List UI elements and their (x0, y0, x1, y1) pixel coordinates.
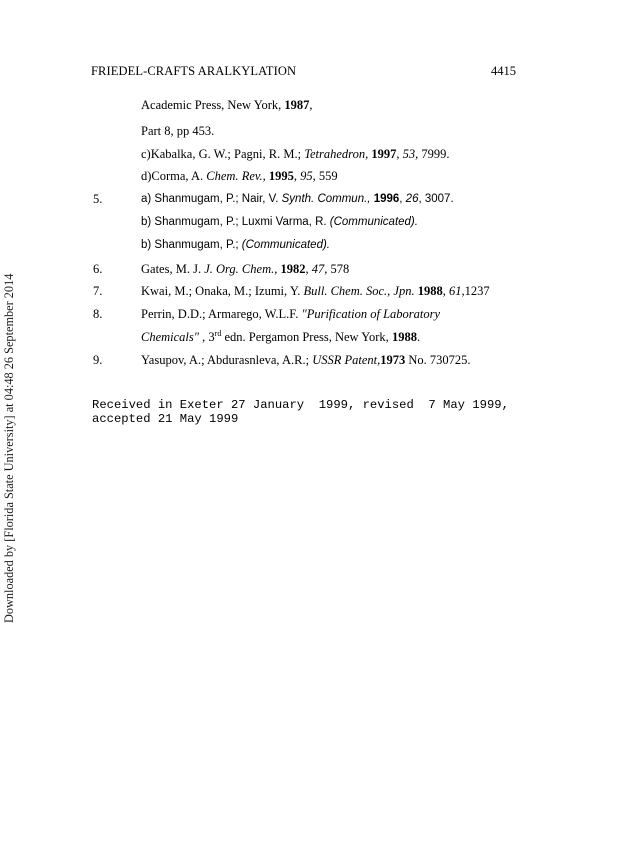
running-header-title: FRIEDEL-CRAFTS ARALKYLATION (91, 64, 297, 78)
reference-line: Gates, M. J. J. Org. Chem., 1982, 47, 578 (141, 262, 350, 276)
reference-continuation-line: Academic Press, New York, 1987, (141, 98, 313, 112)
reference-line: b) Shanmugam, P.; (Communicated). (141, 239, 330, 251)
reference-line: Kwai, M.; Onaka, M.; Izumi, Y. Bull. Chem. Soc., Jpn. 1988, 61,1237 (141, 284, 490, 298)
reference-number: 8. (93, 307, 103, 321)
reference-number: 6. (93, 262, 103, 276)
reference-continuation-line: Part 8, pp 453. (141, 124, 215, 138)
reference-line: Chemicals" , 3rd edn. Pergamon Press, New York, 1988. (141, 328, 421, 344)
received-line: Received in Exeter 27 January 1999, revised 7 May 1999, (92, 398, 509, 412)
reference-line: Yasupov, A.; Abdurasnleva, A.R.; USSR Patent,1973 No. 730725. (141, 353, 471, 367)
page-number: 4415 (491, 64, 516, 78)
accepted-line: accepted 21 May 1999 (92, 411, 239, 426)
reference-continuation-line: d)Corma, A. Chem. Rev., 1995, 95, 559 (141, 169, 338, 183)
download-watermark: Downloaded by [Florida State University] at 04:48 26 September 2014 (2, 273, 16, 623)
reference-line: a) Shanmugam, P.; Nair, V. Synth. Commun., 1996, 26, 3007. (141, 193, 454, 205)
reference-line: Perrin, D.D.; Armarego, W.L.F. "Purification of Laboratory (141, 307, 441, 321)
reference-number: 9. (93, 353, 103, 367)
reference-number: 7. (93, 284, 103, 298)
received-dates (92, 399, 509, 426)
reference-continuation-line: c)Kabalka, G. W.; Pagni, R. M.; Tetrahedron, 1997, 53, 7999. (141, 147, 450, 161)
reference-line: b) Shanmugam, P.; Luxmi Varma, R. (Communicated). (141, 216, 418, 228)
reference-number: 5. (93, 192, 103, 206)
